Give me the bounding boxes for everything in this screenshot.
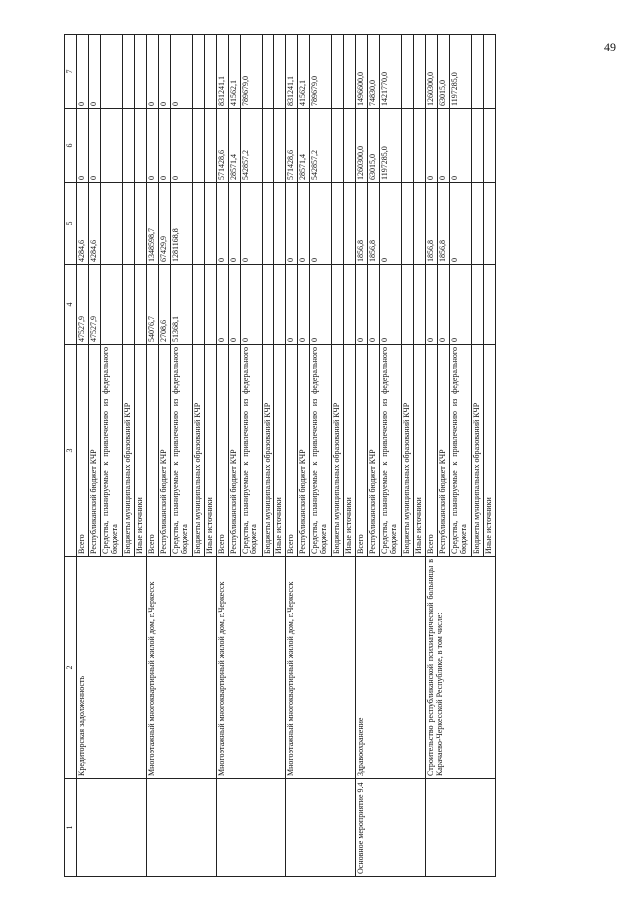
funding-source-cell: Всего <box>356 345 368 557</box>
funding-source-cell: Бюджеты муниципальных образований КЧР <box>471 345 483 557</box>
object-name-cell: Многоэтажный многоквартирный жилой дом, г.Черкесск <box>216 557 286 779</box>
amount-cell <box>100 109 122 183</box>
amount-cell: 0 <box>228 265 240 345</box>
funding-source-cell: Средства, планируемые к привлечению из федерального бюджета <box>380 345 402 557</box>
amount-cell: 0 <box>170 35 192 109</box>
amount-cell: 28571,4 <box>228 109 240 183</box>
funding-source-cell: Всего <box>426 345 438 557</box>
funding-source-cell: Иные источники <box>483 345 495 557</box>
amount-cell: 0 <box>449 265 471 345</box>
amount-cell: 542857,2 <box>310 109 332 183</box>
amount-cell <box>483 183 495 265</box>
column-header: 7 <box>65 35 77 109</box>
funding-source-cell: Бюджеты муниципальных образований КЧР <box>122 345 134 557</box>
table-row <box>216 35 228 877</box>
amount-cell <box>134 183 146 265</box>
funding-source-cell: Иные источники <box>204 345 216 557</box>
page-number: 49 <box>604 40 616 54</box>
activity-cell <box>286 779 356 877</box>
funding-source-cell: Республиканский бюджет КЧР <box>438 345 450 557</box>
amount-cell: 51368,1 <box>170 265 192 345</box>
amount-cell: 1856,8 <box>438 183 450 265</box>
amount-cell: 54076,7 <box>146 265 158 345</box>
amount-cell: 571428,6 <box>286 109 298 183</box>
amount-cell: 0 <box>380 183 402 265</box>
amount-cell: 0 <box>449 183 471 265</box>
amount-cell <box>332 183 344 265</box>
amount-cell: 789679,0 <box>240 35 262 109</box>
funding-source-cell: Средства, планируемые к привлечению из федерального бюджета <box>310 345 332 557</box>
amount-cell: 0 <box>88 35 100 109</box>
amount-cell: 1260300,0 <box>426 35 438 109</box>
funding-source-cell: Бюджеты муниципальных образований КЧР <box>332 345 344 557</box>
amount-cell <box>344 183 356 265</box>
amount-cell: 63015,0 <box>438 35 450 109</box>
table-row <box>426 35 438 877</box>
amount-cell: 0 <box>146 109 158 183</box>
amount-cell <box>100 183 122 265</box>
amount-cell: 47527,9 <box>88 265 100 345</box>
amount-cell: 0 <box>158 35 170 109</box>
activity-cell <box>216 779 286 877</box>
amount-cell: 0 <box>368 265 380 345</box>
amount-cell: 74830,0 <box>368 35 380 109</box>
amount-cell: 0 <box>286 183 298 265</box>
amount-cell: 28571,4 <box>298 109 310 183</box>
column-number-row <box>65 35 77 877</box>
amount-cell <box>192 109 204 183</box>
amount-cell: 0 <box>240 265 262 345</box>
object-name-cell: Здравоохранение <box>356 557 426 779</box>
amount-cell <box>414 183 426 265</box>
amount-cell <box>274 109 286 183</box>
activity-cell <box>146 779 216 877</box>
amount-cell: 542857,2 <box>240 109 262 183</box>
amount-cell <box>402 183 414 265</box>
object-name-cell: Строительство республиканской психиатрической больницы в Карачаево-Черкесской Республике, в том числе: <box>426 557 496 779</box>
amount-cell: 0 <box>146 35 158 109</box>
amount-cell: 47527,9 <box>77 265 89 345</box>
amount-cell <box>471 265 483 345</box>
funding-source-cell: Иные источники <box>134 345 146 557</box>
amount-cell <box>122 35 134 109</box>
amount-cell: 0 <box>158 109 170 183</box>
funding-source-cell: Бюджеты муниципальных образований КЧР <box>192 345 204 557</box>
amount-cell: 831241,1 <box>286 35 298 109</box>
amount-cell <box>204 183 216 265</box>
table-row <box>77 35 89 877</box>
amount-cell: 67429,9 <box>158 183 170 265</box>
amount-cell: 0 <box>77 35 89 109</box>
funding-source-cell: Всего <box>286 345 298 557</box>
amount-cell: 1281168,8 <box>170 183 192 265</box>
funding-source-cell: Бюджеты муниципальных образований КЧР <box>402 345 414 557</box>
amount-cell <box>262 265 274 345</box>
amount-cell <box>414 265 426 345</box>
amount-cell: 63015,0 <box>368 109 380 183</box>
amount-cell <box>344 35 356 109</box>
amount-cell <box>262 35 274 109</box>
amount-cell: 1856,8 <box>426 183 438 265</box>
object-name-cell: Кредиторская задолженность <box>77 557 147 779</box>
amount-cell <box>414 109 426 183</box>
amount-cell <box>192 35 204 109</box>
amount-cell: 0 <box>426 265 438 345</box>
funding-source-cell: Республиканский бюджет КЧР <box>158 345 170 557</box>
amount-cell: 1348598,7 <box>146 183 158 265</box>
amount-cell: 4284,6 <box>88 183 100 265</box>
amount-cell: 1197285,0 <box>380 109 402 183</box>
funding-source-cell: Республиканский бюджет КЧР <box>368 345 380 557</box>
amount-cell: 0 <box>449 109 471 183</box>
amount-cell: 4284,6 <box>77 183 89 265</box>
column-header: 2 <box>65 557 77 779</box>
amount-cell: 1496600,0 <box>356 35 368 109</box>
activity-cell: Основное мероприятие 9.4 <box>356 779 426 877</box>
funding-source-cell: Республиканский бюджет КЧР <box>298 345 310 557</box>
amount-cell: 0 <box>216 265 228 345</box>
amount-cell <box>344 265 356 345</box>
amount-cell: 1197285,0 <box>449 35 471 109</box>
amount-cell <box>262 183 274 265</box>
amount-cell: 0 <box>356 265 368 345</box>
amount-cell <box>332 109 344 183</box>
funding-source-cell: Бюджеты муниципальных образований КЧР <box>262 345 274 557</box>
amount-cell <box>122 183 134 265</box>
amount-cell: 0 <box>286 265 298 345</box>
object-name-cell: Многоэтажный многоквартирный жилой дом, г.Черкесск <box>146 557 216 779</box>
funding-source-cell: Республиканский бюджет КЧР <box>88 345 100 557</box>
amount-cell: 831241,1 <box>216 35 228 109</box>
amount-cell <box>204 109 216 183</box>
column-header: 5 <box>65 183 77 265</box>
amount-cell: 1856,8 <box>356 183 368 265</box>
amount-cell: 0 <box>240 183 262 265</box>
amount-cell <box>471 183 483 265</box>
column-header: 1 <box>65 779 77 877</box>
amount-cell <box>483 109 495 183</box>
amount-cell: 41562,1 <box>298 35 310 109</box>
amount-cell <box>192 265 204 345</box>
funding-source-cell: Иные источники <box>414 345 426 557</box>
amount-cell: 0 <box>438 109 450 183</box>
amount-cell <box>471 109 483 183</box>
amount-cell: 789679,0 <box>310 35 332 109</box>
amount-cell <box>483 265 495 345</box>
table-row <box>356 35 368 877</box>
amount-cell: 0 <box>426 109 438 183</box>
amount-cell <box>204 35 216 109</box>
funding-source-cell: Всего <box>146 345 158 557</box>
object-name-cell: Многоэтажный многоквартирный жилой дом, г.Черкесск <box>286 557 356 779</box>
funding-source-cell: Средства, планируемые к привлечению из федерального бюджета <box>100 345 122 557</box>
amount-cell: 1856,8 <box>368 183 380 265</box>
amount-cell: 0 <box>170 109 192 183</box>
funding-table <box>64 34 496 877</box>
amount-cell <box>402 109 414 183</box>
amount-cell <box>344 109 356 183</box>
activity-cell <box>426 779 496 877</box>
amount-cell <box>414 35 426 109</box>
funding-source-cell: Республиканский бюджет КЧР <box>228 345 240 557</box>
amount-cell: 0 <box>380 265 402 345</box>
table-row <box>286 35 298 877</box>
amount-cell <box>402 265 414 345</box>
rotated-table-container <box>64 35 617 877</box>
amount-cell <box>274 35 286 109</box>
amount-cell: 0 <box>298 183 310 265</box>
amount-cell: 0 <box>77 109 89 183</box>
amount-cell: 41562,1 <box>228 35 240 109</box>
funding-source-cell: Средства, планируемые к привлечению из федерального бюджета <box>449 345 471 557</box>
column-header: 4 <box>65 265 77 345</box>
amount-cell: 1260300,0 <box>356 109 368 183</box>
column-header: 3 <box>65 345 77 557</box>
amount-cell <box>402 35 414 109</box>
activity-cell <box>77 779 147 877</box>
funding-source-cell: Иные источники <box>274 345 286 557</box>
amount-cell: 0 <box>298 265 310 345</box>
amount-cell <box>122 265 134 345</box>
amount-cell <box>100 35 122 109</box>
amount-cell: 0 <box>216 183 228 265</box>
table-body <box>77 35 496 877</box>
amount-cell <box>274 265 286 345</box>
amount-cell <box>332 35 344 109</box>
amount-cell <box>262 109 274 183</box>
amount-cell: 571428,6 <box>216 109 228 183</box>
funding-source-cell: Иные источники <box>344 345 356 557</box>
table-row <box>146 35 158 877</box>
amount-cell <box>100 265 122 345</box>
amount-cell: 0 <box>88 109 100 183</box>
amount-cell: 0 <box>310 183 332 265</box>
amount-cell <box>192 183 204 265</box>
funding-source-cell: Всего <box>216 345 228 557</box>
column-header: 6 <box>65 109 77 183</box>
funding-source-cell: Средства, планируемые к привлечению из федерального бюджета <box>240 345 262 557</box>
amount-cell <box>122 109 134 183</box>
amount-cell <box>483 35 495 109</box>
amount-cell <box>274 183 286 265</box>
amount-cell <box>134 109 146 183</box>
amount-cell: 0 <box>228 183 240 265</box>
amount-cell: 0 <box>310 265 332 345</box>
funding-source-cell: Всего <box>77 345 89 557</box>
amount-cell: 0 <box>438 265 450 345</box>
amount-cell: 1421770,0 <box>380 35 402 109</box>
amount-cell <box>134 265 146 345</box>
amount-cell <box>134 35 146 109</box>
amount-cell <box>332 265 344 345</box>
amount-cell <box>471 35 483 109</box>
funding-source-cell: Средства, планируемые к привлечению из федерального бюджета <box>170 345 192 557</box>
amount-cell <box>204 265 216 345</box>
amount-cell: 2708,6 <box>158 265 170 345</box>
